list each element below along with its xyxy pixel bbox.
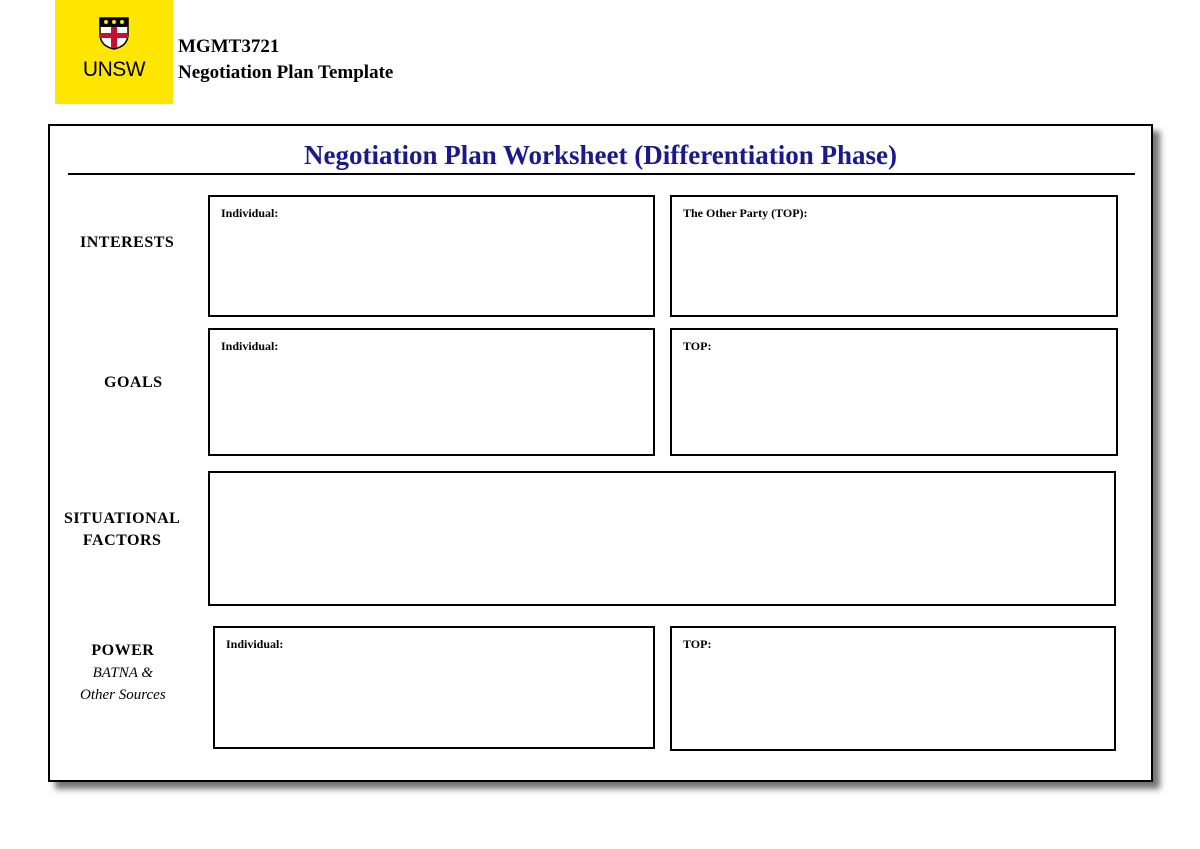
situational-factors-label	[64, 508, 180, 552]
power-top-box[interactable]	[670, 626, 1116, 751]
interests-top-box[interactable]	[670, 195, 1118, 317]
power-individual-label: Individual:	[226, 637, 284, 651]
document-header	[178, 34, 393, 86]
interests-individual-label: Individual:	[221, 206, 279, 220]
interests-individual-box[interactable]	[208, 195, 655, 317]
goals-label: GOALS	[104, 374, 163, 391]
situational-label-line2: FACTORS	[82, 532, 162, 549]
power-label-sub2: Other Sources	[80, 687, 166, 703]
interests-top-label: The Other Party (TOP):	[683, 206, 808, 220]
power-label-title: POWER	[91, 642, 155, 659]
goals-top-label: TOP:	[683, 339, 712, 353]
worksheet-title: Negotiation Plan Worksheet (Differentiation Phase)	[304, 140, 897, 170]
template-title: Negotiation Plan Template	[178, 62, 394, 83]
goals-top-box[interactable]	[670, 328, 1118, 456]
situational-factors-box[interactable]	[208, 471, 1116, 606]
power-top-label: TOP:	[683, 637, 712, 651]
worksheet-frame	[48, 124, 1153, 782]
situational-label-line1: SITUATIONAL	[64, 510, 181, 527]
course-code: MGMT3721	[178, 36, 280, 57]
power-label-sub1: BATNA &	[92, 665, 154, 681]
unsw-crest-icon	[96, 16, 132, 50]
title-divider	[68, 173, 1135, 175]
goals-individual-box[interactable]	[208, 328, 655, 456]
goals-individual-label: Individual:	[221, 339, 279, 353]
interests-label: INTERESTS	[80, 234, 175, 251]
power-individual-box[interactable]	[213, 626, 655, 749]
unsw-logo	[55, 0, 173, 104]
logo-wordmark: UNSW	[82, 58, 146, 81]
power-label	[80, 640, 166, 706]
